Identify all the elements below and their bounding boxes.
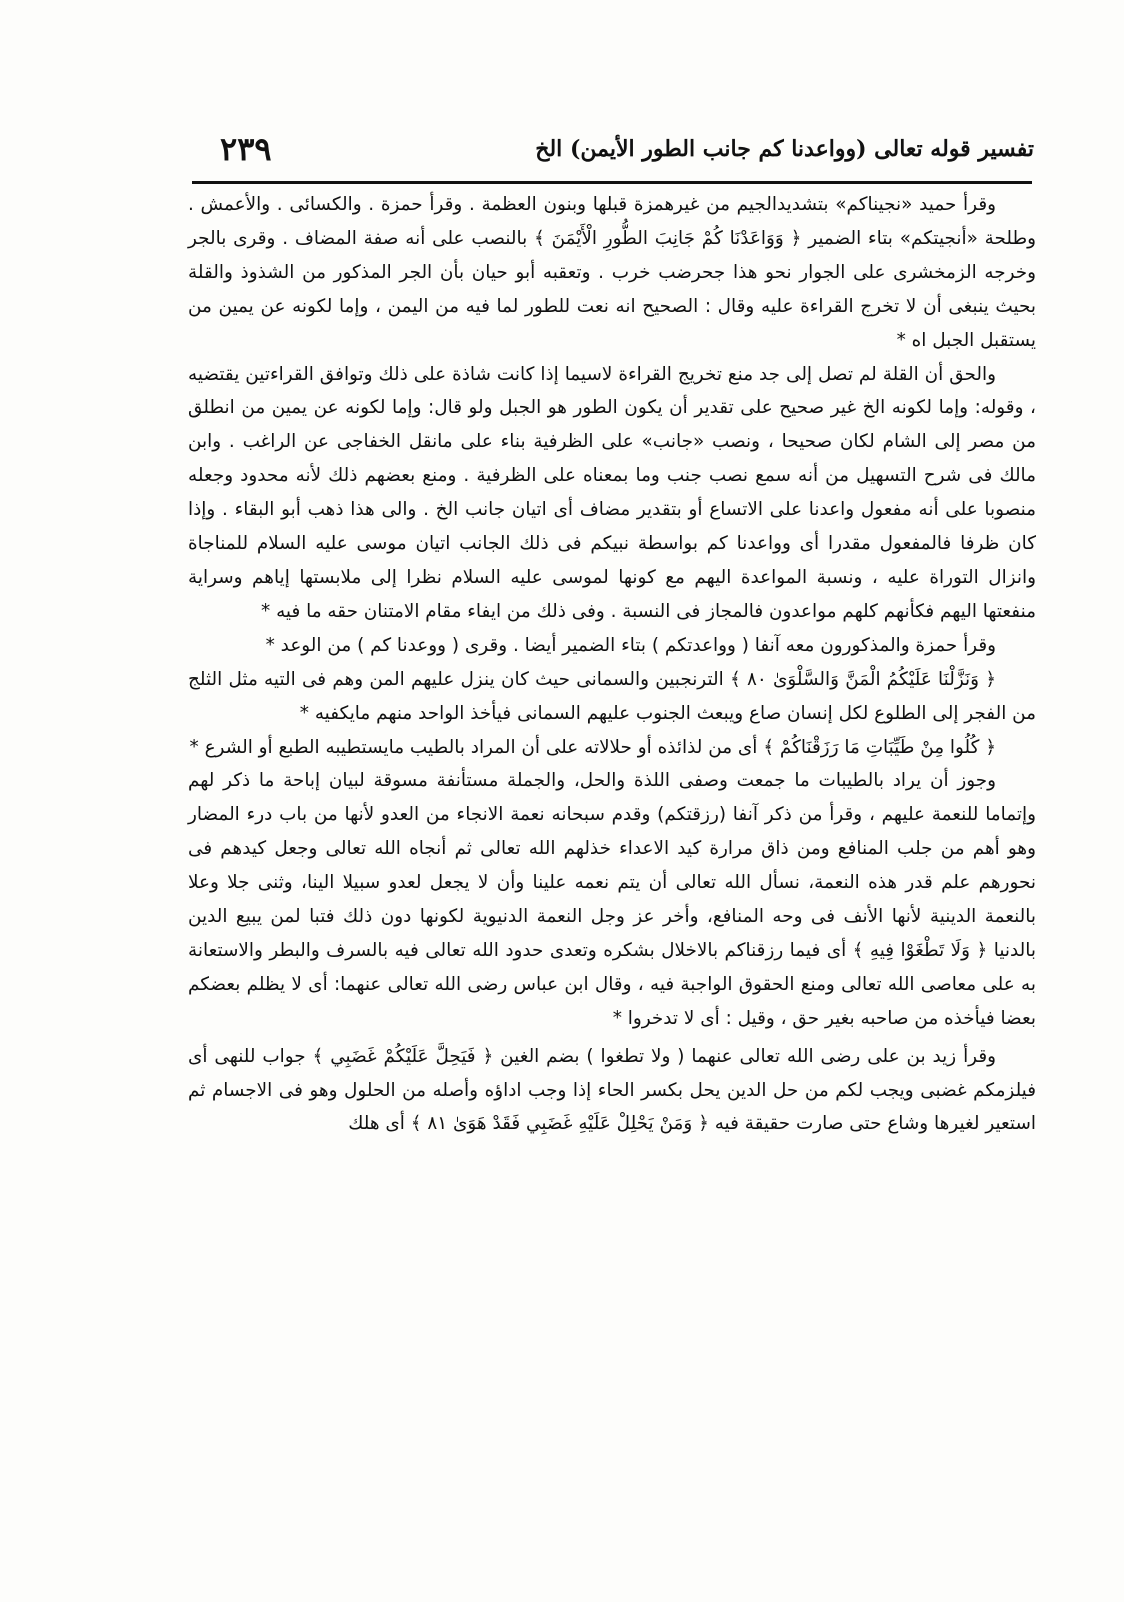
paragraph-5: ﴿ كُلُوا مِنْ طَيِّبَاتِ مَا رَزَقْنَاكُمْ ﴾ أى من لذائذه أو حلالاته على أن المراد بالطيب مايستطيبه الطبع أو الشرع * bbox=[189, 736, 996, 758]
paragraph-1: وقرأ حميد «نجيناكم» بتشديدالجيم من غيرهمزة قبلها وبنون العظمة . وقرأ حمزة . والكسائى . والأعمش . وطلحة «أنجيتكم» بتاء الضمير ﴿ وَوَاعَدْنَا كُمْ جَانِبَ الطُّورِ الْأَيْمَنَ ﴾ بالنصب على أنه صفة المضاف . وقرى بالجر وخرجه الزمخشرى على الجوار نحو هذا جحرضب خرب . وتعقبه أبو حيان بأن الجر المذكور من الشذوذ والقلة بحيث ينبغى أن لا تخرج القراءة عليه وقال : الصحيح انه نعت للطور لما فيه من اليمن ، وإما لكونه عن يمين من يستقبل الجبل اه * bbox=[188, 194, 1036, 351]
running-title: تفسير قوله تعالى (وواعدنا كم جانب الطور الأيمن) الخ bbox=[535, 136, 1034, 162]
page-number: ٢٣٩ bbox=[220, 130, 272, 168]
page-body bbox=[188, 188, 1036, 1141]
paragraph-6: وجوز أن يراد بالطيبات ما جمعت وصفى اللذة والحل، والجملة مستأنفة مسوقة لبيان إباحة ما ذكر لهم وإتماما للنعمة عليهم ، وقرأ من ذكر آنفا (رزقتكم) وقدم سبحانه نعمة الانجاء من العدو لأنها من باب درء المضار وهو أهم من جلب المنافع ومن ذاق مرارة كيد الاعداء خذلهم الله تعالى ثم أنجاه الله تعالى وجعل كيدهم فى نحورهم علم قدر هذه النعمة، نسأل الله تعالى أن يتم نعمه علينا وأن لا يجعل لعدو سبيلا الينا، وثنى جلا وعلا بالنعمة الدينية لأنها الأنف فى وحه المنافع، وأخر عز وجل النعمة الدنيوية لكونها دون ذلك فتبا لمن يبيع الدين بالدنيا ﴿ وَلَا تَطْغَوْا فِيهِ ﴾ أى فيما رزقناكم بالاخلال بشكره وتعدى حدود الله تعالى فيه بالسرف والبطر والاستعانة به على معاصى الله تعالى ومنع الحقوق الواجبة فيه ، وقال ابن عباس رضى الله تعالى عنهما: أى لا يظلم بعضكم بعضا فيأخذه من صاحبه بغير حق ، وقيل : أى لا تدخروا * bbox=[188, 770, 1036, 1029]
paragraph-3: وقرأ حمزة والمذكورون معه آنفا ( وواعدتكم ) بتاء الضمير أيضا . وقرى ( ووعدنا كم ) من الوعد * bbox=[265, 634, 996, 656]
paragraph-7: وقرأ زيد بن على رضى الله تعالى عنهما ( ولا تطغوا ) بضم الغين ﴿ فَيَحِلَّ عَلَيْكُمْ غَضَبِي ﴾ جواب للنهى أى فيلزمكم غضبى ويجب لكم من حل الدين يحل بكسر الحاء إذا وجب اداؤه وأصله من الحلول وهو فى الاجسام ثم استعير لغيرها وشاع حتى صارت حقيقة فيه ﴿ وَمَنْ يَحْلِلْ عَلَيْهِ غَضَبِي فَقَدْ هَوَىٰ ٨١ ﴾ أى هلك bbox=[188, 1045, 1036, 1135]
header-rule bbox=[192, 181, 1032, 184]
paragraph-4: ﴿ وَنَزَّلْنَا عَلَيْكُمُ الْمَنَّ وَالسَّلْوَىٰ ٨٠ ﴾ الترنجبين والسمانى حيث كان ينزل عليهم المن وهم فى التيه مثل الثلج من الفجر إلى الطلوع لكل إنسان صاع ويبعث الجنوب عليهم السمانى فيأخذ الواحد منهم مايكفيه * bbox=[188, 668, 1036, 724]
paragraph-2: والحق أن القلة لم تصل إلى جد منع تخريج القراءة لاسيما إذا كانت شاذة على ذلك وتوافق القراءتين يقتضيه ، وقوله: وإما لكونه الخ غير صحيح على تقدير أن يكون الطور هو الجبل ولو قال: وإما لكونه عن يمين من انطلق من مصر إلى الشام لكان صحيحا ، ونصب «جانب» على الظرفية بناء على مانقل الخفاجى عن الراغب . وابن مالك فى شرح التسهيل من أنه سمع نصب جنب وما بمعناه على الظرفية . ومنع بعضهم ذلك لأنه محدود وجعله منصوبا على أنه مفعول واعدنا على الاتساع أو بتقدير مضاف أى اتيان جانب الخ . والى هذا ذهب أبو البقاء . وإذا كان ظرفا فالمفعول مقدرا أى وواعدنا كم بواسطة نبيكم فى ذلك الجانب اتيان موسى عليه السلام للمناجاة وانزال التوراة عليه ، ونسبة المواعدة اليهم مع كونها لموسى عليه السلام نظرا إلى ملابستها إياهم وسراية منفعتها اليهم فكأنهم كلهم مواعدون فالمجاز فى النسبة . وفى ذلك من ايفاء مقام الامتنان حقه ما فيه * bbox=[188, 363, 1036, 622]
page-header bbox=[190, 130, 1034, 180]
